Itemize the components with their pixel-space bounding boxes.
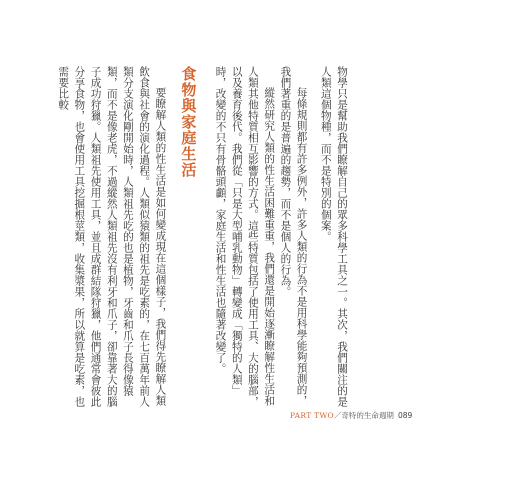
section-heading: 食物與家庭生活 xyxy=(179,66,198,178)
footer-part-label: PART TWO xyxy=(290,411,334,420)
footer-chapter-title: ／奇特的生命週期 xyxy=(333,411,394,420)
page-footer xyxy=(290,410,412,421)
paragraph-3: 縱然研究人類的性生活困難重重，我們還是開始逐漸瞭解性生活和人類其他特質相互影響的方式。這些特質包括了使用工具、大的腦部，以及養育後代。我們從「只是大型哺乳動物」轉變成「獨特的人類」時，改變的不只有骨骼頭顱，家庭生活和性生活也隨著改變了。 xyxy=(214,66,276,407)
paragraph-1: 物學只是幫助我們瞭解自己的眾多科學工具之一。其次，我們關注的是人類這個物種，而不是特別的個案。 xyxy=(319,66,348,407)
body-text-column xyxy=(57,66,350,414)
paragraph-4: 要瞭解人類的性生活是如何變成現在這個樣子，我們得先瞭解人類飲食與社會的演化過程。人類似猿類的祖先是吃素的，在七百萬年前人類分支演化剛開始時，人類祖先吃的也是植物，牙齒和爪子長得像猿類，而不是像老虎，不過縱然人類祖先沒有利牙和爪子，卻靠著大的腦子成功狩獵。人類祖先使用工具，並且成群結隊狩獵，他們通常會彼此分享食物，也會使用工具挖掘根莖類，收集漿果，所以就算是吃素，也需要比較 xyxy=(57,66,167,407)
page-number: 089 xyxy=(397,411,413,420)
paragraph-2: 每條規則都有許多例外，許多人類的行為不是用科學能夠預測的，我們著重的是普遍的趨勢，而不是個人的行為。 xyxy=(279,66,308,407)
